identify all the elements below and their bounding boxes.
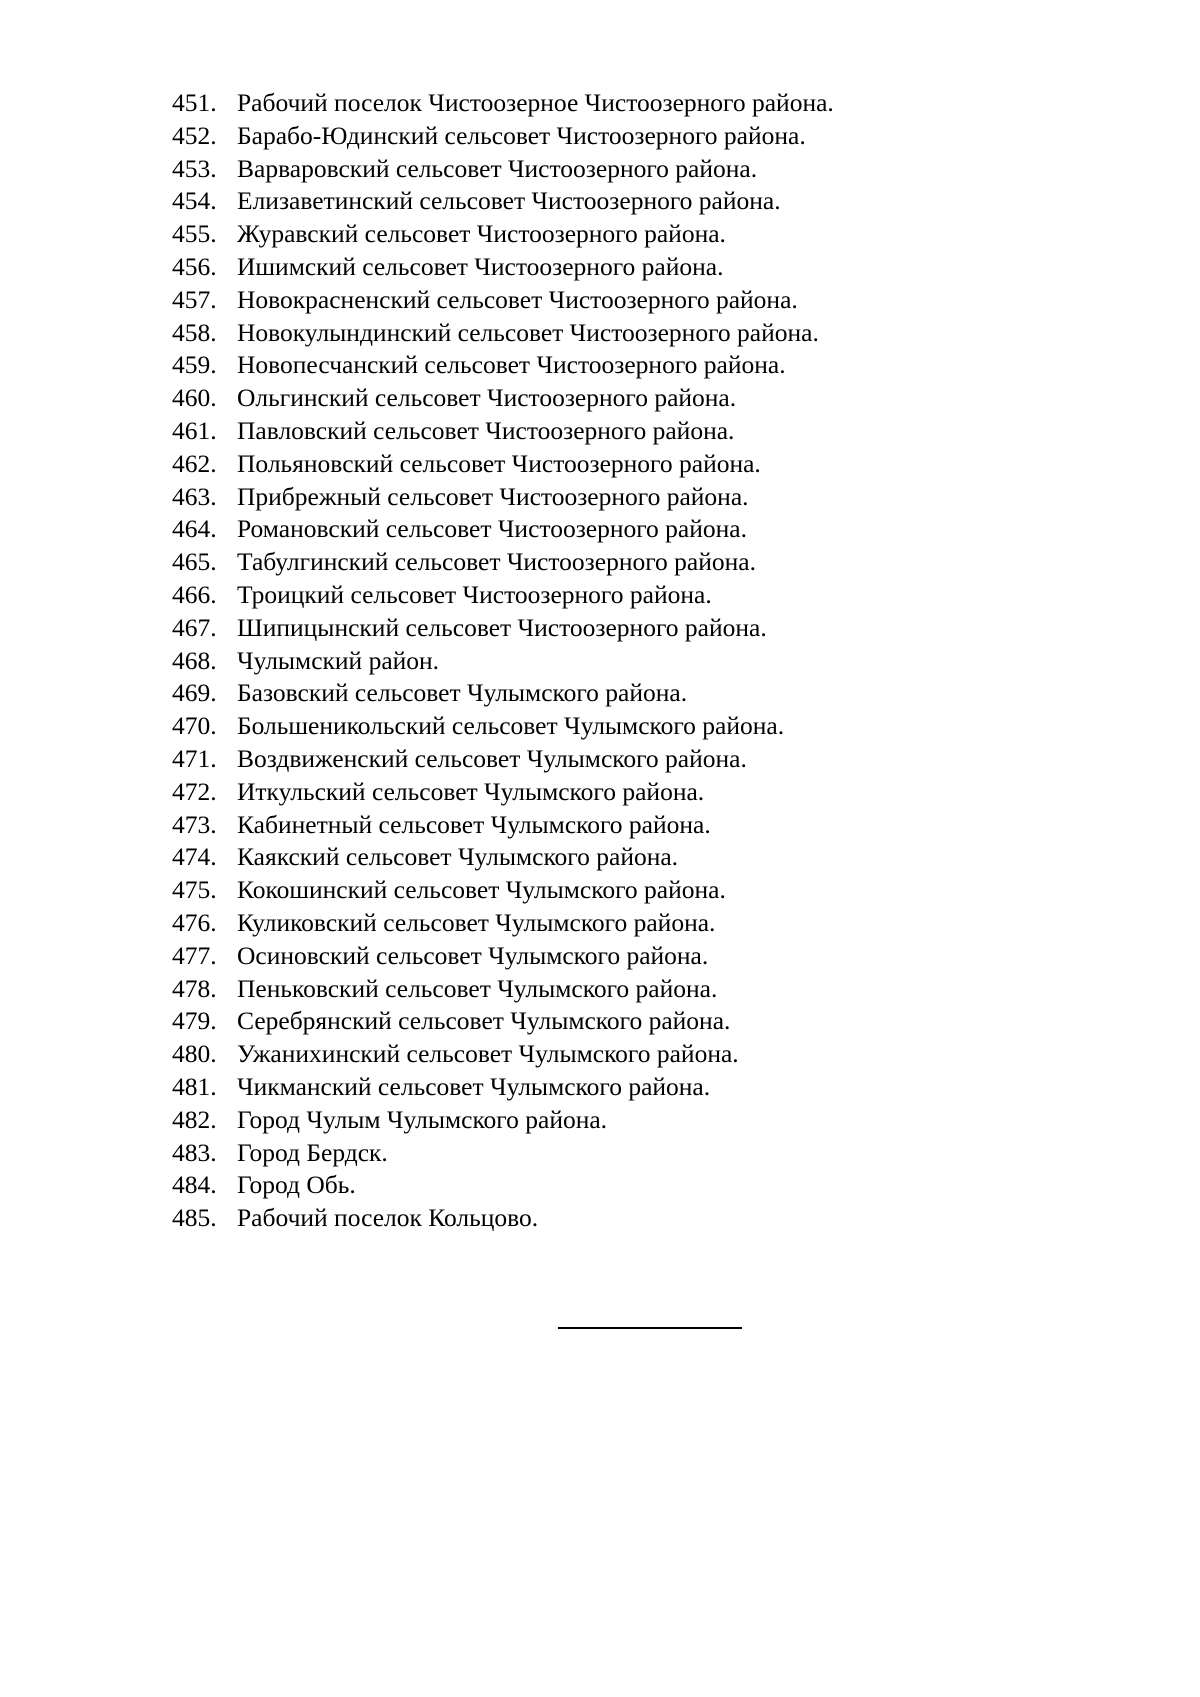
item-number: 461.: [172, 415, 217, 445]
item-text: Польяновский сельсовет Чистоозерного района.: [237, 448, 761, 478]
list-item: [172, 907, 834, 940]
item-text: Кабинетный сельсовет Чулымского района.: [237, 809, 711, 839]
list-item: [172, 284, 834, 317]
list-item: [172, 153, 834, 186]
item-text: Чикманский сельсовет Чулымского района.: [237, 1071, 711, 1101]
item-number: 472.: [172, 776, 217, 806]
item-text: Куликовский сельсовет Чулымского района.: [237, 907, 716, 937]
item-number: 456.: [172, 251, 217, 281]
item-text: Город Обь.: [237, 1170, 356, 1200]
item-number: 457.: [172, 284, 217, 314]
item-text: Кокошинский сельсовет Чулымского района.: [237, 875, 726, 905]
item-number: 483.: [172, 1137, 217, 1167]
list-item: [172, 349, 834, 382]
list-item: [172, 1137, 834, 1170]
item-text: Пеньковский сельсовет Чулымского района.: [237, 973, 718, 1003]
list-item: [172, 415, 834, 448]
list-item: [172, 809, 834, 842]
list-item: [172, 513, 834, 546]
list-item: [172, 317, 834, 350]
list-item: [172, 612, 834, 645]
list-item: [172, 251, 834, 284]
list-item: [172, 218, 834, 251]
item-text: Город Чулым Чулымского района.: [237, 1104, 608, 1134]
list-item: [172, 743, 834, 776]
item-number: 453.: [172, 153, 217, 183]
item-number: 485.: [172, 1203, 217, 1233]
numbered-list: [172, 87, 834, 1235]
item-number: 464.: [172, 514, 217, 544]
item-number: 479.: [172, 1006, 217, 1036]
list-item: [172, 710, 834, 743]
item-number: 474.: [172, 842, 217, 872]
item-text: Большеникольский сельсовет Чулымского района.: [237, 711, 785, 741]
item-number: 469.: [172, 678, 217, 708]
item-number: 460.: [172, 383, 217, 413]
item-text: Базовский сельсовет Чулымского района.: [237, 678, 688, 708]
item-number: 459.: [172, 350, 217, 380]
item-number: 466.: [172, 579, 217, 609]
list-item: [172, 1169, 834, 1202]
list-item: [172, 874, 834, 907]
item-text: Новокрасненский сельсовет Чистоозерного района.: [237, 284, 798, 314]
item-text: Прибрежный сельсовет Чистоозерного района.: [237, 481, 749, 511]
list-item: [172, 120, 834, 153]
item-text: Каякский сельсовет Чулымского района.: [237, 842, 679, 872]
list-item: [172, 841, 834, 874]
item-text: Романовский сельсовет Чистоозерного района.: [237, 514, 747, 544]
item-number: 463.: [172, 481, 217, 511]
list-item: [172, 579, 834, 612]
item-number: 465.: [172, 547, 217, 577]
list-item: [172, 1104, 834, 1137]
item-text: Воздвиженский сельсовет Чулымского района.: [237, 743, 747, 773]
list-item: [172, 185, 834, 218]
item-number: 473.: [172, 809, 217, 839]
item-text: Ишимский сельсовет Чистоозерного района.: [237, 251, 724, 281]
item-number: 458.: [172, 317, 217, 347]
item-number: 478.: [172, 973, 217, 1003]
item-text: Новопесчанский сельсовет Чистоозерного района.: [237, 350, 786, 380]
item-text: Рабочий поселок Кольцово.: [237, 1203, 539, 1233]
item-text: Барабо-Юдинский сельсовет Чистоозерного района.: [237, 120, 806, 150]
item-text: Город Бердск.: [237, 1137, 388, 1167]
list-item: [172, 677, 834, 710]
item-number: 480.: [172, 1039, 217, 1069]
item-number: 482.: [172, 1104, 217, 1134]
item-text: Рабочий поселок Чистоозерное Чистоозерного района.: [237, 88, 834, 117]
item-number: 462.: [172, 448, 217, 478]
item-text: Ужанихинский сельсовет Чулымского района.: [237, 1039, 739, 1069]
item-number: 471.: [172, 743, 217, 773]
item-text: Варваровский сельсовет Чистоозерного района.: [237, 153, 758, 183]
item-number: 470.: [172, 711, 217, 741]
closing-rule: [558, 1327, 742, 1329]
list-item: [172, 87, 834, 120]
list-item: [172, 645, 834, 678]
item-number: 484.: [172, 1170, 217, 1200]
item-number: 476.: [172, 907, 217, 937]
item-number: 452.: [172, 120, 217, 150]
list-item: [172, 448, 834, 481]
item-number: 467.: [172, 612, 217, 642]
item-number: 468.: [172, 645, 217, 675]
list-item: [172, 973, 834, 1006]
item-number: 475.: [172, 875, 217, 905]
list-item: [172, 1005, 834, 1038]
item-text: Журавский сельсовет Чистоозерного района.: [237, 219, 726, 249]
item-text: Ольгинский сельсовет Чистоозерного района.: [237, 383, 737, 413]
item-text: Шипицынский сельсовет Чистоозерного района.: [237, 612, 767, 642]
item-number: 451.: [172, 88, 217, 117]
item-text: Осиновский сельсовет Чулымского района.: [237, 940, 709, 970]
list-item: [172, 546, 834, 579]
list-item: [172, 1202, 834, 1235]
list-item: [172, 1038, 834, 1071]
item-text: Троицкий сельсовет Чистоозерного района.: [237, 579, 712, 609]
list-item: [172, 481, 834, 514]
list-item: [172, 382, 834, 415]
list-item: [172, 776, 834, 809]
list-item: [172, 940, 834, 973]
item-text: Иткульский сельсовет Чулымского района.: [237, 776, 705, 806]
item-text: Чулымский район.: [237, 645, 440, 675]
item-text: Табулгинский сельсовет Чистоозерного района.: [237, 547, 756, 577]
list-item: [172, 1071, 834, 1104]
item-number: 477.: [172, 940, 217, 970]
item-text: Серебрянский сельсовет Чулымского района.: [237, 1006, 731, 1036]
item-text: Новокулындинский сельсовет Чистоозерного района.: [237, 317, 819, 347]
item-text: Елизаветинский сельсовет Чистоозерного района.: [237, 186, 781, 216]
item-number: 455.: [172, 219, 217, 249]
item-number: 454.: [172, 186, 217, 216]
item-number: 481.: [172, 1071, 217, 1101]
item-text: Павловский сельсовет Чистоозерного района.: [237, 415, 735, 445]
